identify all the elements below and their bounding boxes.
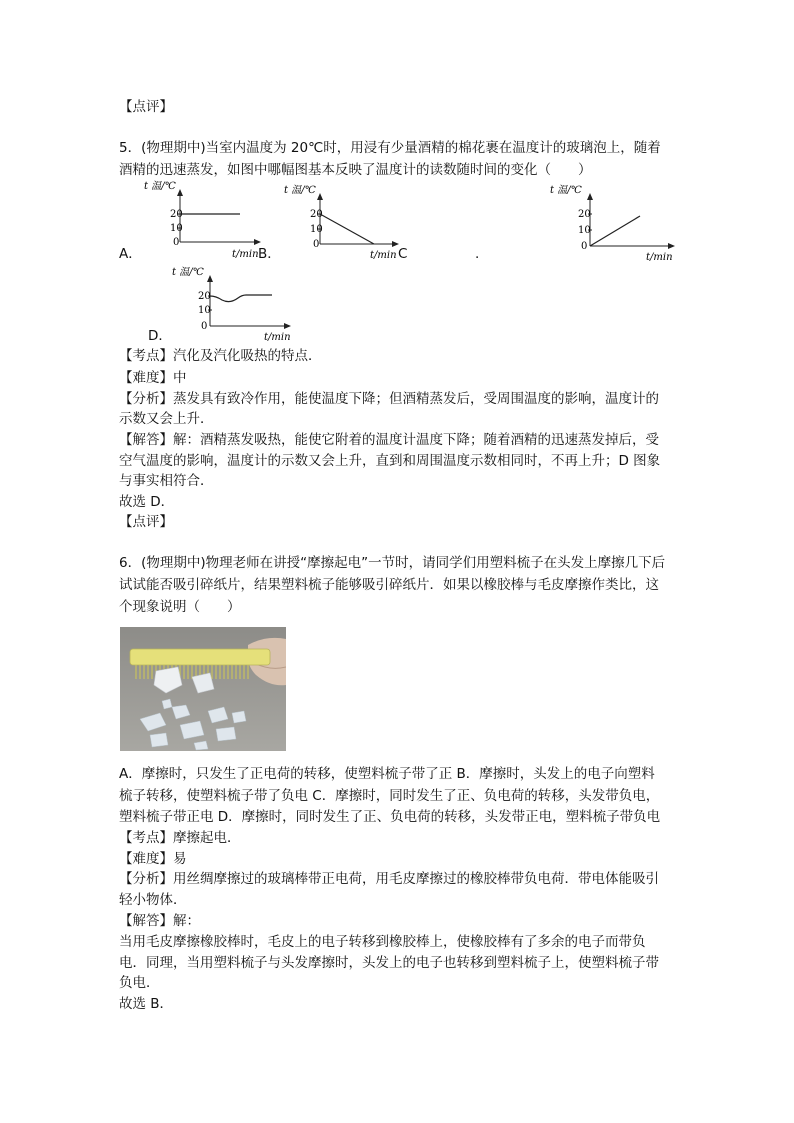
- q6-jieda-line1: 当用毛皮摩擦橡胶棒时，毛皮上的电子转移到橡胶棒上，使橡胶棒有了多余的电子而带负: [119, 934, 646, 950]
- comb: [130, 649, 270, 665]
- graph-b-x-label: t/min: [370, 250, 397, 261]
- q5-review-label: 【点评】: [119, 514, 173, 530]
- q5-graph-c: [548, 182, 678, 262]
- graph-d-tick-10: 10: [198, 305, 211, 316]
- graph-b-tick-10: 10: [310, 224, 323, 235]
- q6-nandu: 【难度】易: [119, 851, 187, 867]
- q5-option-a-label: A．: [119, 246, 142, 262]
- graph-b-y-label: t 温/℃: [284, 185, 316, 196]
- q5-nandu: 【难度】中: [119, 370, 187, 386]
- q5-jieda-line2: 空气温度的影响，温度计的示数又会上升，直到和周围温度示数相同时，不再上升；D 图象: [119, 453, 661, 469]
- graph-a-tick-0: 0: [173, 237, 180, 248]
- q6-options-line2: 梳子转移，使塑料梳子带了负电 C．摩擦时，同时发生了正、负电荷的转移，头发带负电，: [119, 788, 660, 804]
- graph-b-tick-0: 0: [313, 239, 320, 250]
- graph-b-curve: [320, 214, 374, 244]
- q6-options-line1: A．摩擦时，只发生了正电荷的转移，使塑料梳子带了正 B．摩擦时，头发上的电子向塑料: [119, 766, 655, 782]
- q5-option-b-label: B．: [258, 246, 281, 262]
- q6-stem-line3: 个现象说明（ ）: [119, 599, 241, 615]
- q5-fenxi-line1: 【分析】蒸发具有致冷作用，能使温度下降；但酒精蒸发后，受周围温度的影响，温度计的: [119, 391, 659, 407]
- graph-d-curve: [210, 295, 272, 302]
- q6-stem-line2: 试试能否吸引碎纸片，结果塑料梳子能够吸引碎纸片．如果以橡胶棒与毛皮摩擦作类比，这: [119, 577, 659, 593]
- graph-a-tick-10: 10: [170, 223, 183, 234]
- q6-kaodian: 【考点】摩擦起电．: [119, 830, 241, 846]
- comb-paper-photo: [120, 627, 286, 751]
- q6-stem-line1: 6．(物理期中)物理老师在讲授“摩擦起电”一节时，请同学们用塑料梳子在头发上摩擦几下后: [119, 555, 666, 571]
- graph-d-tick-20: 20: [198, 291, 211, 302]
- q6-jieda-line2: 电．同理，当用塑料梳子与头发摩擦时，头发上的电子也转移到塑料梳子上，使塑料梳子带: [119, 955, 659, 971]
- graph-d-tick-0: 0: [201, 321, 208, 332]
- q5-answer: 故选 D．: [119, 494, 175, 510]
- q6-fenxi-line1: 【分析】用丝绸摩擦过的玻璃棒带正电荷，用毛皮摩擦过的橡胶棒带负电荷．带电体能吸引: [119, 871, 659, 887]
- q5-jieda-line1: 【解答】解：酒精蒸发吸热，能使它附着的温度计温度下降；随着酒精的迅速蒸发掉后，受: [119, 432, 659, 448]
- q5-jieda-line3: 与事实相符合．: [119, 473, 214, 489]
- q6-options-line3: 塑料梳子带正电 D．摩擦时，同时发生了正、负电荷的转移，头发带正电，塑料梳子带负电: [119, 809, 661, 825]
- graph-c-tick-10: 10: [578, 225, 591, 236]
- graph-b-tick-20: 20: [310, 209, 323, 220]
- q5-option-c-label: C: [398, 246, 408, 262]
- graph-c-tick-20: 20: [578, 209, 591, 220]
- q6-fenxi-line2: 轻小物体．: [119, 892, 187, 908]
- q6-answer: 故选 B．: [119, 996, 174, 1012]
- graph-a-y-label: t 温/℃: [144, 181, 176, 192]
- graph-a-x-label: t/min: [232, 249, 259, 258]
- graph-d-y-label: t 温/℃: [172, 267, 204, 278]
- graph-d-x-label: t/min: [264, 332, 291, 342]
- q6-jieda-line3: 负电．: [119, 975, 160, 991]
- graph-c-x-label: t/min: [646, 252, 673, 262]
- q5-kaodian: 【考点】汽化及汽化吸热的特点．: [119, 348, 322, 364]
- q6-jieda-head: 【解答】解：: [119, 913, 200, 929]
- graph-a-tick-20: 20: [170, 209, 183, 220]
- graph-c-curve: [590, 216, 640, 246]
- q5-option-d-label: D．: [148, 328, 172, 344]
- q5-graph-d: [170, 264, 300, 342]
- q5-fenxi-line2: 示数又会上升．: [119, 411, 214, 427]
- graph-c-tick-0: 0: [581, 241, 588, 252]
- q4-review-label: 【点评】: [119, 99, 173, 115]
- q5-stem-line1: 5．(物理期中)当室内温度为 20℃时，用浸有少量酒精的棉花裹在温度计的玻璃泡上，随着: [119, 140, 661, 156]
- graph-c-y-label: t 温/℃: [550, 185, 582, 196]
- q5-graph-b: [284, 182, 404, 262]
- q5-stem-line2: 酒精的迅速蒸发，如图中哪幅图基本反映了温度计的读数随时间的变化（ ）: [119, 162, 592, 178]
- q5-option-c-dot: .: [475, 246, 480, 262]
